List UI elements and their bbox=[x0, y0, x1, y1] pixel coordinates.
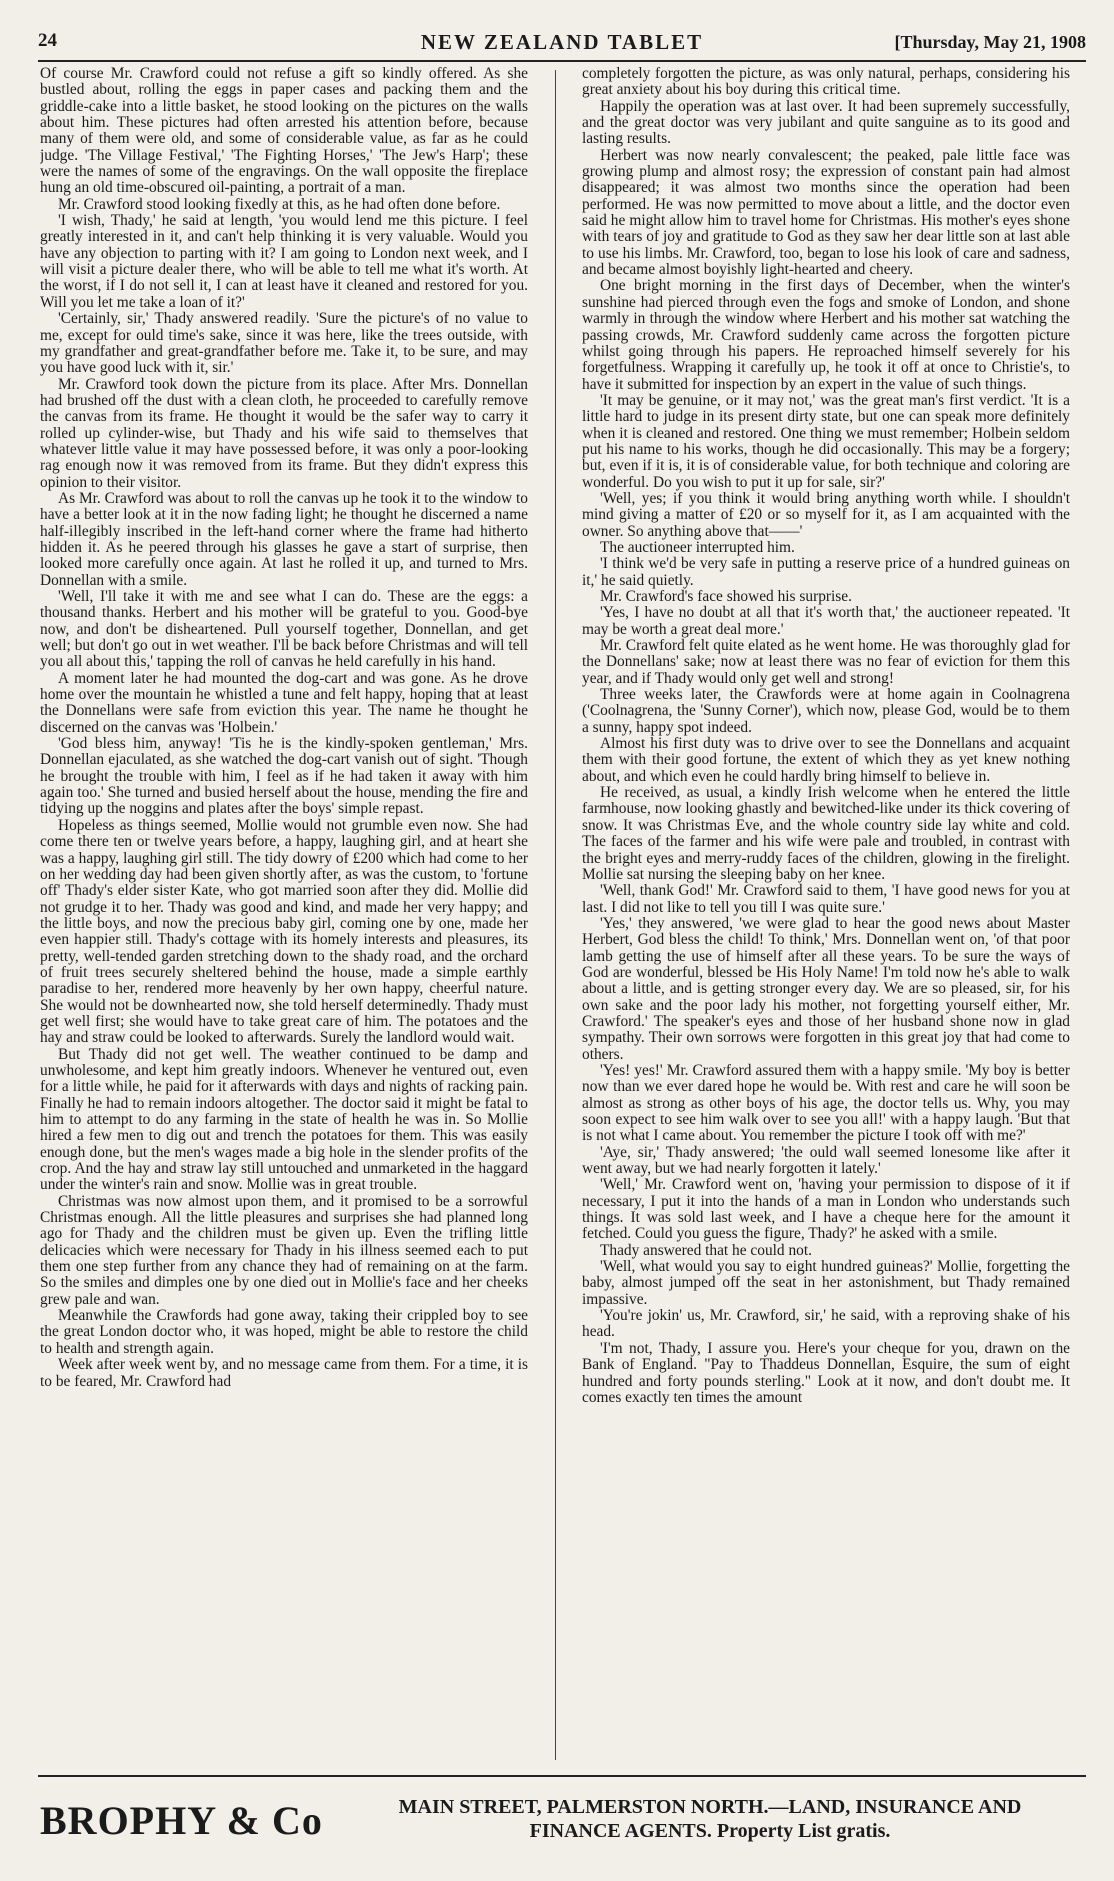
paragraph: 'Yes,' they answered, 'we were glad to hear the good news about Master Herbert, God bless the child! To think,' Mrs. Donnellan went on, 'of that poor lamb getting the use of himself after all these years. To be sure the ways of God are wonderful, blessed be His Holy Name! I'm told now he's able to walk about a little, and is getting stronger every day. We are so pleased, sir, for his own sake and the poor lady his mother, not forgetting yourself either, Mr. Crawford.' The speaker's eyes and those of her husband shone now in glad sympathy. Their own sorrows were forgotten in this great joy that had come to others. bbox=[582, 914, 1070, 1063]
advertisement-line: MAIN STREET, PALMERSTON NORTH.—LAND, INSURANCE AND bbox=[398, 1796, 1022, 1818]
paragraph: 'I'm not, Thady, I assure you. Here's your cheque for you, drawn on the Bank of England. "Pay to Thaddeus Donnellan, Esquire, the sum of eight hundred and forty pounds sterling." Look at it now, and don't doubt me. It comes exactly ten times the amount bbox=[582, 1339, 1070, 1406]
paragraph: Mr. Crawford felt quite elated as he went home. He was thoroughly glad for the Donnellans' sake; now at least there was no fear of eviction for them this year, and if Thady would only get well and strong! bbox=[582, 637, 1070, 687]
paragraph: Hopeless as things seemed, Mollie would not grumble even now. She had come there ten or twelve years before, a happy, laughing girl, and at heart she was a happy, laughing girl still. The tidy dowry of £200 which had come to her on her wedding day had been given shortly after, as was the custom, to 'fortune off' Thady's elder sister Kate, who got married soon after they did. Mollie did not grudge it to her. Thady was good and kind, and made her very happy; and the little boys, and now the precious baby girl, coming one by one, made her even happier still. Thady's cottage with its homely interests and pleasures, its pretty, well-tended garden stretching down to the shady road, and the orchard of fruit trees securely sheltered behind the house, made a simple earthly paradise to her, rendered more heavenly by her own happy, cheerful nature. She would not be downhearted now, she told herself determinedly. Thady must get well first; she would have to take great care of him. The potatoes and the hay and straw could be looked to afterwards. Surely the landlord would wait. bbox=[40, 816, 528, 1047]
paragraph: 'You're jokin' us, Mr. Crawford, sir,' he said, with a reproving shake of his head. bbox=[582, 1307, 1070, 1341]
left-column bbox=[40, 66, 528, 1766]
paragraph: A moment later he had mounted the dog-cart and was gone. As he drove home over the mountain he whistled a tune and felt happy, hoping that at least the Donnellans were safe from eviction this year. The name he thought he discerned on the canvas was 'Holbein.' bbox=[40, 669, 528, 736]
paragraph: 'Aye, sir,' Thady answered; 'the ould wall seemed lonesome like after it went away, but we had nearly forgotten it lately.' bbox=[582, 1143, 1070, 1178]
paragraph: The auctioneer interrupted him. bbox=[600, 538, 795, 556]
paragraph: As Mr. Crawford was about to roll the canvas up he took it to the window to have a better look at it in the now fading light; he thought he discerned a name half-illegibly inscribed in the left-hand corner where the frame had hitherto hidden it. As he peered through his glasses he gave a start of surprise, then looked more carefully once again. At last he rolled it up, and turned to Mrs. Donnellan with a smile. bbox=[40, 489, 528, 589]
paragraph: 'I wish, Thady,' he said at length, 'you would lend me this picture. I feel greatly interested in it, and can't help thinking it is very valuable. Would you have any objection to parting with it? I am going to London next week, and I will visit a picture dealer there, who will be able to tell me what it's worth. At the worst, if I do not sell it, I can at least have it cleaned and restored for you. Will you let me take a loan of it?' bbox=[40, 212, 528, 311]
paragraph: Herbert was now nearly convalescent; the peaked, pale little face was growing plump and almost rosy; the expression of constant pain had almost disappeared; it was almost two months since the operation had been performed. He was now permitted to move about a little, and the doctor even said he might allow him to travel home for Christmas. His mother's eyes shone with tears of joy and gratitude to God as they saw her dear little son at last able to use his limbs. Mr. Crawford, too, began to lose his look of care and sadness, and became almost boyishly light-hearted and cheery. bbox=[582, 146, 1070, 279]
page-number: 24 bbox=[38, 30, 57, 51]
footer-rule bbox=[38, 1775, 1086, 1777]
paragraph: 'God bless him, anyway! 'Tis he is the kindly-spoken gentleman,' Mrs. Donnellan ejaculated, as she watched the dog-cart vanish out of sight. 'Though he brought the trouble with him, I feel as if he had taken it away with him again too.' She turned and busied herself about the house, mending the fire and tidying up the noggins and plates after the boys' simple repast. bbox=[40, 735, 528, 818]
paragraph: 'Well, what would you say to eight hundred guineas?' Mollie, forgetting the baby, almost jumped off the seat in her astonishment, but Thady remained impassive. bbox=[582, 1258, 1070, 1308]
paragraph: Mr. Crawford's face showed his surprise. bbox=[600, 588, 852, 605]
paragraph: 'Yes! yes!' Mr. Crawford assured them with a happy smile. 'My boy is better now than we ever dared hope he would be. With rest and care he will soon be almost as strong as other boys of his age, the doctor tells us. Why, you may soon expect to see him walk over to see you all!' with a happy laugh. 'But that is not what I came about. You remember the picture I took off with me?' bbox=[582, 1061, 1070, 1145]
paragraph: Happily the operation was at last over. It had been supremely successfully, and the great doctor was very jubilant and quite sanguine as to its good and lasting results. bbox=[582, 97, 1070, 148]
paragraph: Almost his first duty was to drive over to see the Donnellans and acquaint them with their good fortune, the extent of which they as yet knew nothing about, and which even he could hardly bring himself to believe in. bbox=[582, 735, 1070, 785]
right-column bbox=[582, 66, 1070, 1766]
column-divider bbox=[555, 70, 556, 1760]
paragraph: 'Certainly, sir,' Thady answered readily. 'Sure the picture's of no value to me, except for ould time's sake, since it was here, like the trees outside, with my grandfather and great-grandfather before me. Take it, to be sure, and may you have good luck with it, sir.' bbox=[40, 310, 528, 377]
paragraph: Three weeks later, the Crawfords were at home again in Coolnagrena ('Coolnagrena, the 'Sunny Corner'), which now, please God, would be to them a sunny, happy spot indeed. bbox=[582, 686, 1070, 736]
page-header bbox=[38, 22, 1086, 62]
advertisement-text bbox=[340, 1795, 1080, 1843]
paragraph: 'Yes, I have no doubt at all that it's worth that,' the auctioneer repeated. 'It may be worth a great deal more.' bbox=[582, 604, 1070, 638]
advertisement bbox=[40, 1785, 1086, 1865]
paragraph: Of course Mr. Crawford could not refuse a gift so kindly offered. As she bustled about, rolling the eggs in paper cases and packing them and the griddle-cake into a little basket, he stood looking on the pictures on the walls about him. These pictures had often arrested his attention before, because many of them were old, and some of considerable value, as far as he could judge. 'The Village Festival,' 'The Fighting Horses,' 'The Jew's Harp'; these were the names of some of the engravings. On the wall opposite the fireplace hung an old time-obscured oil-painting, a portrait of a man. bbox=[40, 66, 528, 197]
paragraph: One bright morning in the first days of December, when the winter's sunshine had pierced through even the fogs and smoke of London, and shone warmly in through the window where Herbert and his mother sat watching the passing crowds, Mr. Crawford suddenly came across the forgotten picture whilst going through his papers. He reproached himself severely for his forgetfulness. Wrapping it carefully up, he took it off at once to Christie's, to have it submitted for inspection by an expert in the value of such things. bbox=[582, 277, 1070, 393]
advertisement-line: FINANCE AGENTS. Property List gratis. bbox=[529, 1820, 891, 1842]
paragraph: 'Well, thank God!' Mr. Crawford said to them, 'I have good news for you at last. I did not like to tell you till I was quite sure.' bbox=[582, 882, 1070, 916]
paragraph: Week after week went by, and no message came from them. For a time, it is to be feared, Mr. Crawford had bbox=[40, 1356, 528, 1390]
paragraph: 'I think we'd be very safe in putting a reserve price of a hundred guineas on it,' he said quietly. bbox=[582, 555, 1070, 589]
paragraph: Mr. Crawford stood looking fixedly at this, as he had often done before. bbox=[58, 195, 501, 213]
paragraph: He received, as usual, a kindly Irish welcome when he entered the little farmhouse, now looking ghastly and bewitched-like under its thick covering of snow. It was Christmas Eve, and the whole country side lay white and cold. The faces of the farmer and his wife were pale and troubled, in contrast with the bright eyes and merry-ruddy faces of the children, glowing in the firelight. Mollie sat nursing the sleeping baby on her knee. bbox=[582, 784, 1070, 883]
paragraph: But Thady did not get well. The weather continued to be damp and unwholesome, and kept him greatly indoors. Whenever he ventured out, even for a little while, he paid for it afterwards with days and nights of racking pain. Finally he had to remain indoors altogether. The doctor said it might be fatal to him to attempt to do any farming in the state of health he was in. So Mollie hired a few men to dig out and trench the potatoes for them. This was easily enough done, but the men's wages made a big hole in the slender profits of the crop. And the hay and straw lay still untouched and unmarketed in the haggard under the winter's rain and snow. Mollie was in great trouble. bbox=[40, 1045, 528, 1194]
publication-title: NEW ZEALAND TABLET bbox=[420, 30, 704, 54]
advertiser-name: BROPHY & Co bbox=[40, 1798, 323, 1843]
paragraph: 'It may be genuine, or it may not,' was the great man's first verdict. 'It is a little hard to judge in its present dirty state, but one can speak more definitely when it is cleaned and restored. One thing we must remember; Holbein seldom put his name to his works, though he did occasionally. This may be a forgery; but, even if it is, it is of considerable value, for both technique and coloring are wonderful. Do you wish to put it up for sale, sir?' bbox=[582, 391, 1070, 491]
paragraph: completely forgotten the picture, as was only natural, perhaps, considering his great anxiety about his boy during this critical time. bbox=[582, 66, 1070, 99]
paragraph: 'Well,' Mr. Crawford went on, 'having your permission to dispose of it if necessary, I put it into the hands of a man in London who understands such things. It was sold last week, and I have a cheque here for the amount it fetched. Could you guess the figure, Thady?' he asked with a smile. bbox=[582, 1176, 1070, 1243]
dateline: [Thursday, May 21, 1908 bbox=[894, 32, 1086, 52]
paragraph: Meanwhile the Crawfords had gone away, taking their crippled boy to see the great London doctor who, it was hoped, might be able to restore the child to health and strength again. bbox=[40, 1307, 528, 1357]
paragraph: 'Well, yes; if you think it would bring anything worth while. I shouldn't mind giving a matter of £20 or so myself for it, as I am acquainted with the owner. So anything above that——' bbox=[582, 489, 1070, 540]
paragraph: Thady answered that he could not. bbox=[600, 1241, 812, 1259]
paragraph: 'Well, I'll take it with me and see what I can do. These are the eggs: a thousand thanks. Herbert and his mother will be grateful to you. Good-bye now, and don't be disheartened. Pull yourself together, Donnellan, and get well; but don't go out in wet weather. I'll be back before Christmas and will tell you all about this,' tapping the roll of canvas he held carefully in his hand. bbox=[40, 588, 528, 671]
paragraph: Christmas was now almost upon them, and it promised to be a sorrowful Christmas enough. All the little pleasures and surprises she had planned long ago for Thady and the children must be given up. Even the trifling little delicacies which were necessary for Thady in his illness seemed each to put them one step further from any chance they had of remaining on at the farm. So the smiles and dimples one by one died out in Mollie's face and her cheeks grew pale and wan. bbox=[40, 1192, 528, 1308]
header-rule bbox=[38, 60, 1086, 62]
paragraph: Mr. Crawford took down the picture from its place. After Mrs. Donnellan had brushed off the dust with a clean cloth, he proceeded to carefully remove the canvas from its frame. He thought it would be the safer way to carry it rolled up cylinder-wise, but Thady and his wife said to themselves that whatever little value it may have possessed before, it was only a poor-looking rag enough now it was removed from its frame. But they didn't express this opinion to their visitor. bbox=[40, 375, 528, 491]
